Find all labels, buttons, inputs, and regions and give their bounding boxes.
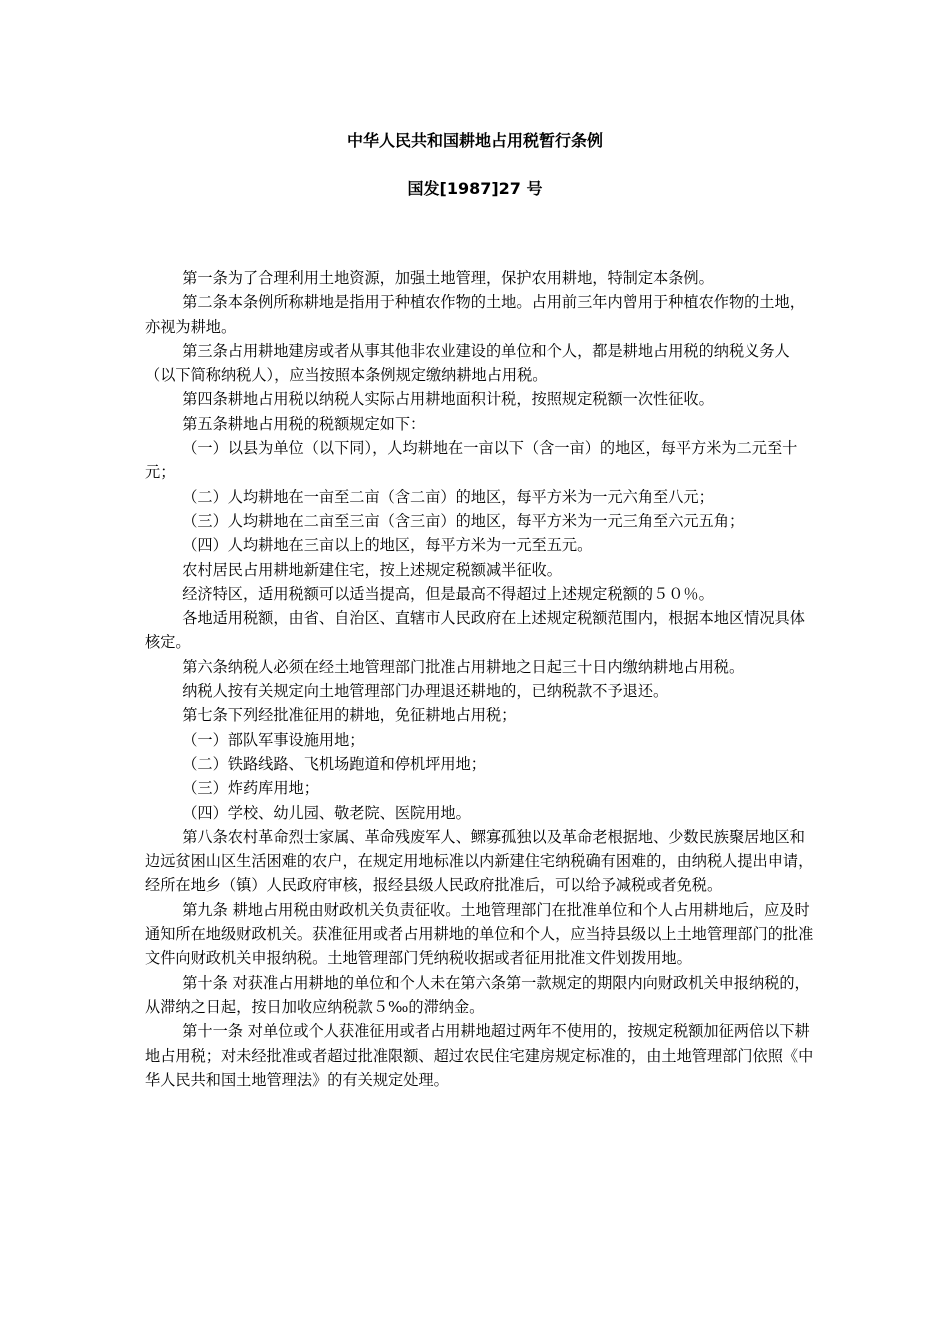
paragraph: 第一条为了合理利用土地资源，加强土地管理，保护农用耕地，特制定本条例。 [182,269,714,287]
paragraph: 第五条耕地占用税的税额规定如下： [182,414,426,433]
paragraph: （一）以县为单位（以下同），人均耕地在一亩以下（含一亩）的地区，每平方米为二元至十元； [145,439,798,482]
paragraph: 第二条本条例所称耕地是指用于种植农作物的土地。占用前三年内曾用于种植农作物的土地，亦视为耕地。 [145,293,805,336]
paragraph: （一）部队军事设施用地； [182,730,365,749]
paragraph: 经济特区，适用税额可以适当提高，但是最高不得超过上述规定税额的５０％。 [182,584,714,603]
paragraph: 第十一条 对单位或个人获准征用或者占用耕地超过两年不使用的，按规定税额加征两倍以下耕地占用税；对未经批准或者超过批准限额、超过农民住宅建房规定标准的，由土地管理部门依照《中华人民共和国土地管理法》的有关规定处理。 [145,1022,814,1089]
document-title: 中华人民共和国耕地占用税暂行条例 [346,131,603,150]
paragraph: 第八条农村革命烈士家属、革命残废军人、鳏寡孤独以及革命老根据地、少数民族聚居地区和边远贫困山区生活困难的农户，在规定用地标准以内新建住宅纳税确有困难的，由纳税人提出申请，经所在地乡（镇）人民政府审核，报经县级人民政府批准后，可以给予减税或者免税。 [145,827,814,895]
paragraph: （三）人均耕地在二亩至三亩（含三亩）的地区，每平方米为一元三角至六元五角； [182,511,745,530]
paragraph: （三）炸药库用地； [182,779,319,798]
paragraph: 第九条 耕地占用税由财政机关负责征收。土地管理部门在批准单位和个人占用耕地后，应及时通知所在地级财政机关。获准征用或者占用耕地的单位和个人，应当持县级以上土地管理部门的批准文件向财政机关申报纳税。土地管理部门凭纳税收据或者征用批准文件划拨用地。 [145,900,814,968]
paragraph: 第三条占用耕地建房或者从事其他非农业建设的单位和个人，都是耕地占用税的纳税义务人（以下简称纳税人），应当按照本条例规定缴纳耕地占用税。 [145,341,790,385]
paragraph: 第七条下列经批准征用的耕地，免征耕地占用税； [182,706,517,725]
paragraph: 第六条纳税人必须在经土地管理部门批准占用耕地之日起三十日内缴纳耕地占用税。 [182,657,745,676]
paragraph: （二）铁路线路、飞机场跑道和停机坪用地； [182,754,486,773]
paragraph: 农村居民占用耕地新建住宅，按上述规定税额减半征收。 [182,560,562,579]
paragraph: 第十条 对获准占用耕地的单位和个人未在第六条第一款规定的期限内向财政机关申报纳税的，从滞纳之日起，按日加收应纳税款５‰的滞纳金。 [145,973,810,1016]
paragraph: 第四条耕地占用税以纳税人实际占用耕地面积计税，按照规定税额一次性征收。 [182,390,714,409]
paragraph: 各地适用税额，由省、自治区、直辖市人民政府在上述规定税额范围内，根据本地区情况具体核定。 [145,609,805,652]
paragraph: （四）学校、幼儿园、敬老院、医院用地。 [182,803,471,822]
document-body [145,266,820,1092]
document-number: 国发[1987]27 号 [407,179,543,198]
paragraph: （四）人均耕地在三亩以上的地区，每平方米为一元至五元。 [182,536,593,555]
paragraph: 纳税人按有关规定向土地管理部门办理退还耕地的，已纳税款不予退还。 [182,682,669,701]
paragraph: （二）人均耕地在一亩至二亩（含二亩）的地区，每平方米为一元六角至八元； [182,487,714,506]
